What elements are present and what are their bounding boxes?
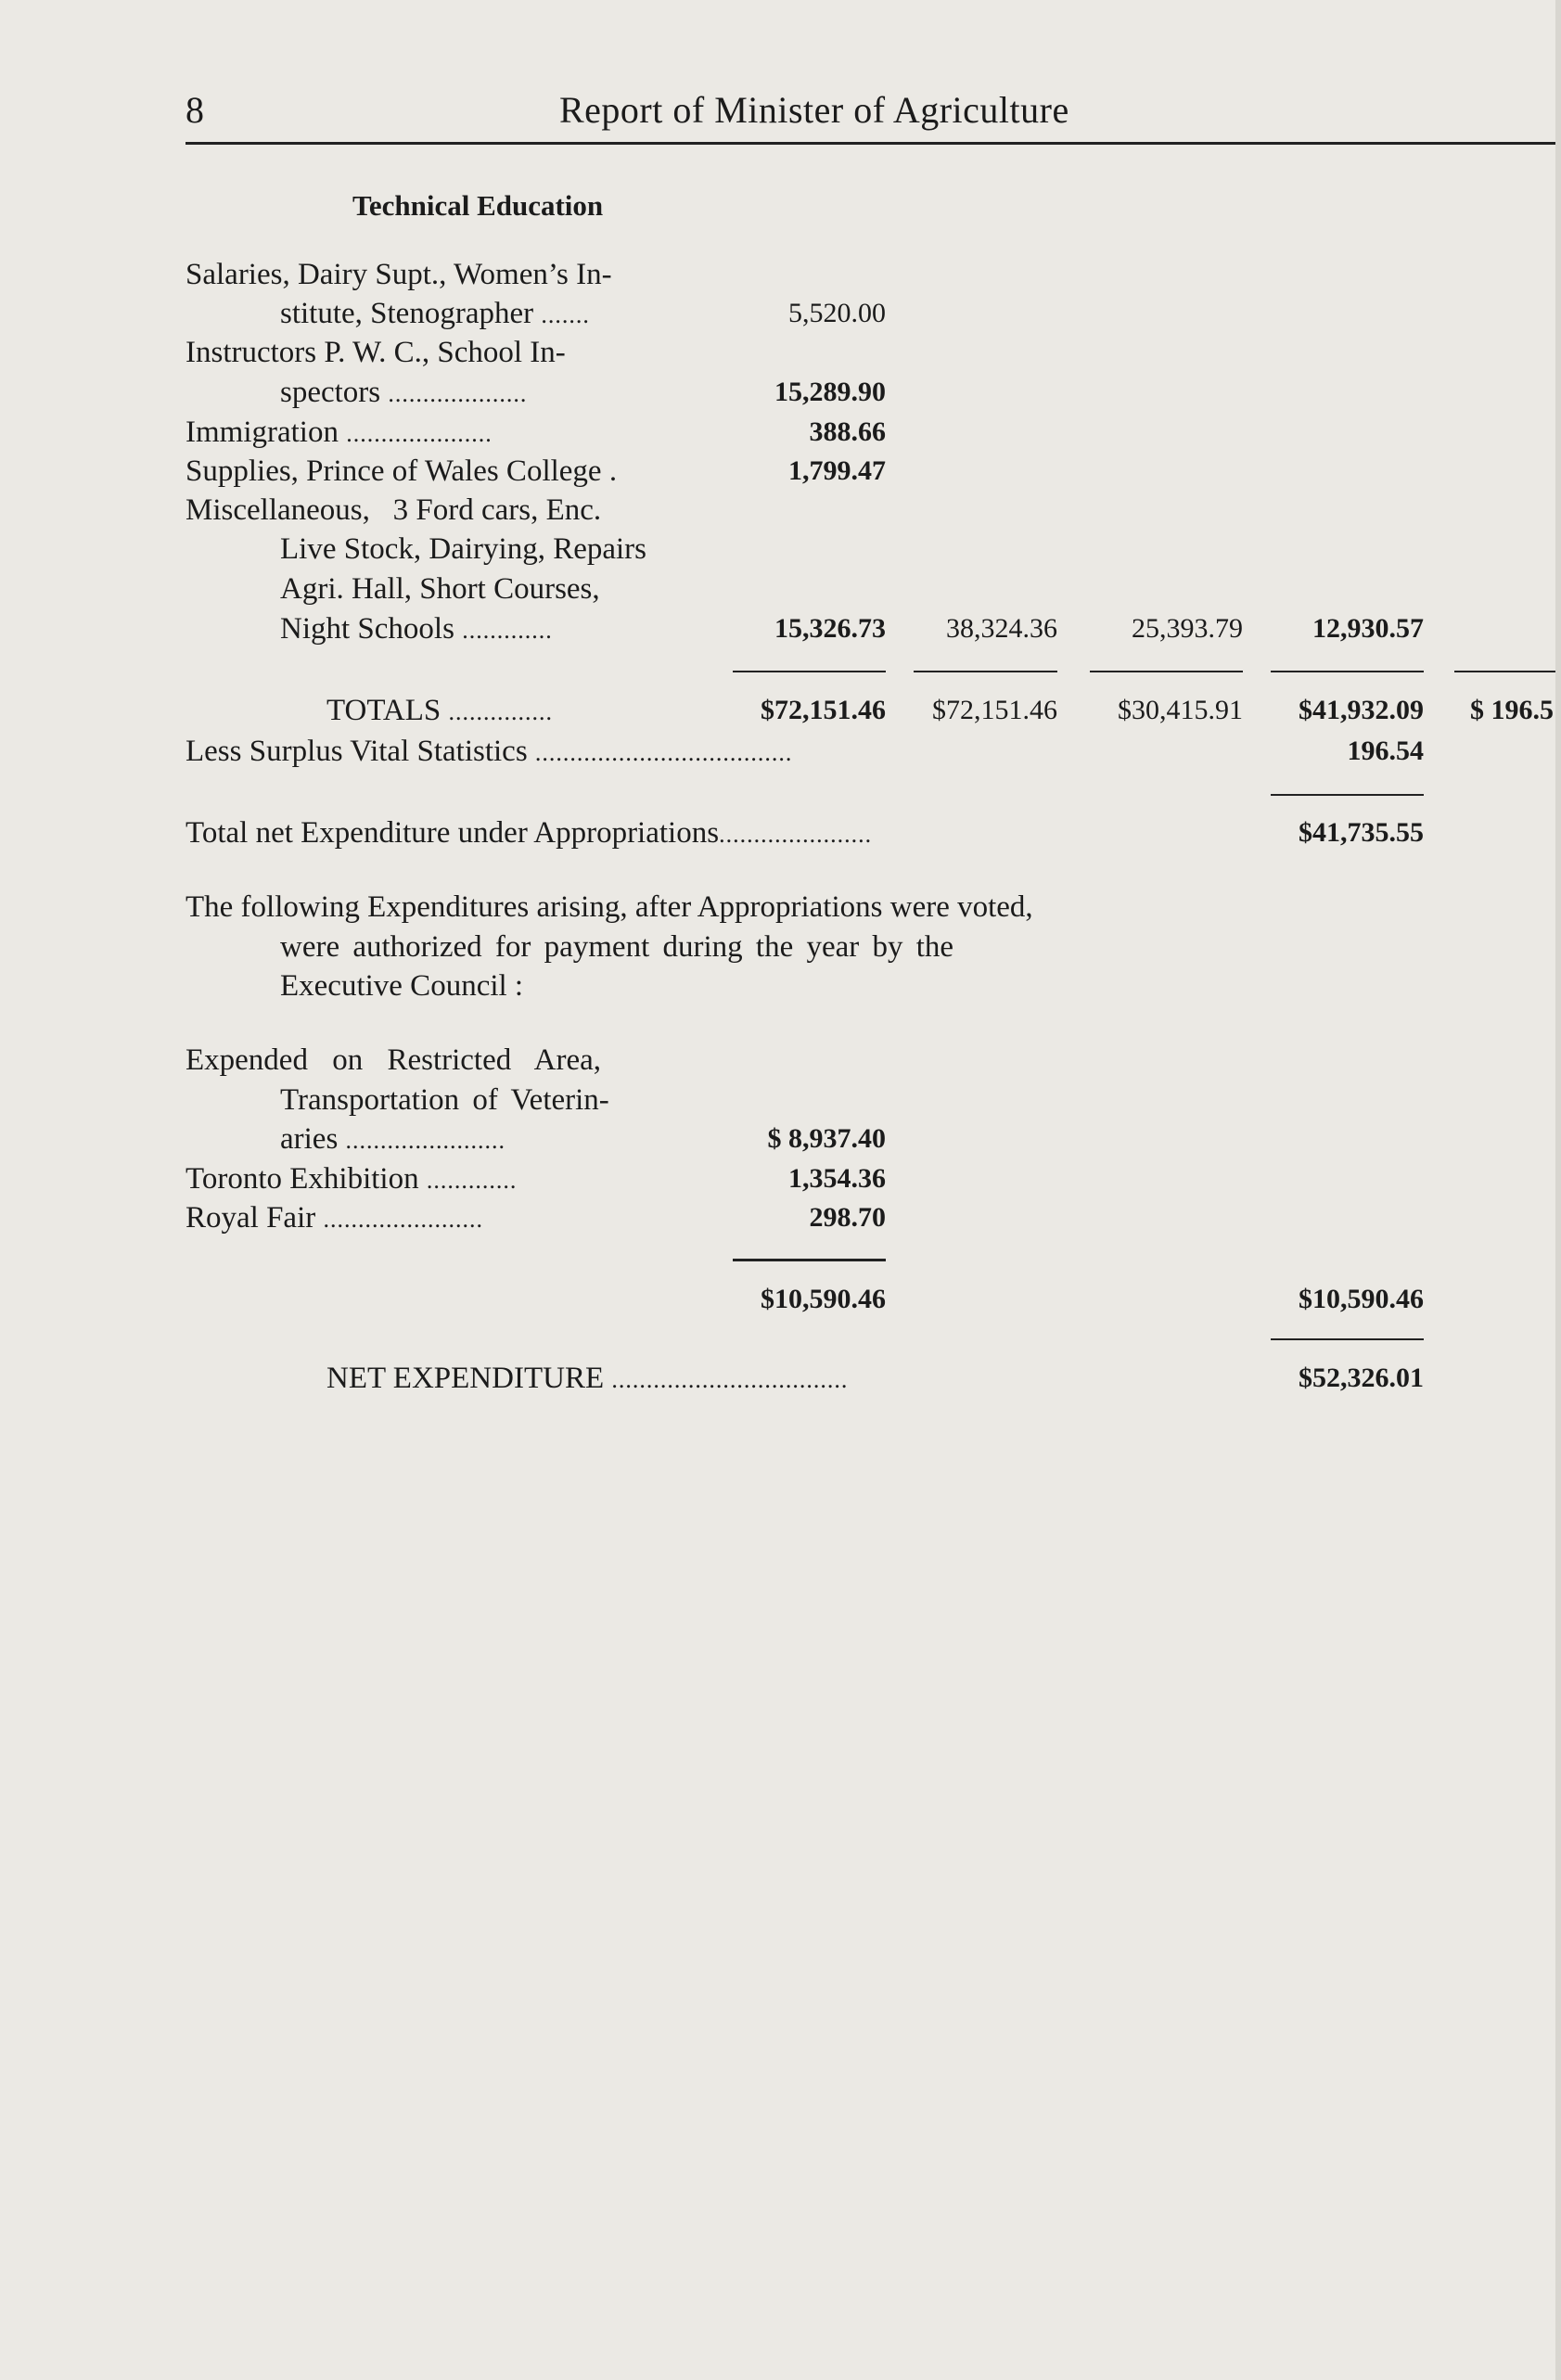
sum-rule [733, 671, 886, 672]
extra-item-label-line: Toronto Exhibition ............. [186, 1162, 518, 1196]
totals-col1: $72,151.46 [761, 695, 886, 725]
item-label-line: Supplies, Prince of Wales College . [186, 454, 618, 488]
total-net-amount: $41,735.55 [1299, 817, 1424, 848]
item-label-line: stitute, Stenographer ....... [280, 297, 590, 330]
total-net-label: Total net Expenditure under Appropriations...................... [186, 816, 873, 850]
sum-rule [1454, 671, 1561, 672]
totals-col3: $30,415.91 [1118, 695, 1243, 725]
page-edge-shadow [1555, 0, 1561, 2380]
net-expenditure-label: NET EXPENDITURE .................................. [326, 1362, 849, 1395]
item-amount: 388.66 [809, 416, 886, 447]
extra-item-label-line: Royal Fair ....................... [186, 1201, 483, 1235]
sum-rule [914, 671, 1057, 672]
sum-rule [1271, 671, 1424, 672]
item-amount: 1,799.47 [788, 455, 886, 486]
totals-col2: $72,151.46 [932, 695, 1057, 725]
extra-item-label-line: aries ....................... [280, 1122, 506, 1156]
item-amount: 15,326.73 [774, 613, 886, 644]
extra-carried-total: $10,590.46 [1299, 1284, 1424, 1314]
net-expenditure-amount: $52,326.01 [1299, 1363, 1424, 1393]
item-label-line: Live Stock, Dairying, Repairs [280, 532, 647, 566]
section-title: Technical Education [352, 189, 604, 222]
item-label-line: spectors .................... [280, 376, 528, 409]
paragraph-line: Executive Council : [280, 969, 524, 1003]
sum-rule [733, 1259, 886, 1261]
less-surplus-label: Less Surplus Vital Statistics ..................................... [186, 735, 793, 768]
totals-col5: $ 196.5 [1470, 695, 1554, 725]
less-surplus-amount: 196.54 [1347, 736, 1424, 766]
item-amount: 15,289.90 [774, 377, 886, 407]
extra-item-amount: 1,354.36 [788, 1163, 886, 1194]
item-label-line: Instructors P. W. C., School In- [186, 336, 566, 369]
sum-rule [1271, 794, 1424, 796]
extra-item-label-line: Transportation of Veterin- [280, 1083, 609, 1117]
sum-rule [1090, 671, 1243, 672]
item-label-line: Immigration ..................... [186, 416, 493, 449]
item-label-line: Miscellaneous, 3 Ford cars, Enc. [186, 493, 602, 527]
paragraph-line: were authorized for payment during the year by the [280, 930, 954, 964]
extra-item-amount: $ 8,937.40 [767, 1123, 886, 1154]
page-number: 8 [186, 89, 204, 131]
item-label-line: Salaries, Dairy Supt., Women’s In- [186, 258, 612, 291]
item-label-line: Agri. Hall, Short Courses, [280, 572, 600, 606]
totals-col4: $41,932.09 [1299, 695, 1424, 725]
extra-item-label-line: Expended on Restricted Area, [186, 1043, 602, 1077]
col4-amount: 12,930.57 [1312, 613, 1424, 644]
header-rule [186, 142, 1561, 145]
page-header-title: Report of Minister of Agriculture [559, 89, 1069, 131]
item-label-line: Night Schools ............. [280, 612, 553, 646]
extra-subtotal: $10,590.46 [761, 1284, 886, 1314]
totals-label: TOTALS ............... [326, 694, 554, 727]
sum-rule [1271, 1338, 1424, 1340]
col2-amount: 38,324.36 [946, 613, 1057, 644]
item-amount: 5,520.00 [788, 298, 886, 328]
col3-amount: 25,393.79 [1132, 613, 1243, 644]
extra-item-amount: 298.70 [809, 1202, 886, 1233]
paragraph-line: The following Expenditures arising, after Appropriations were voted, [186, 890, 1033, 924]
